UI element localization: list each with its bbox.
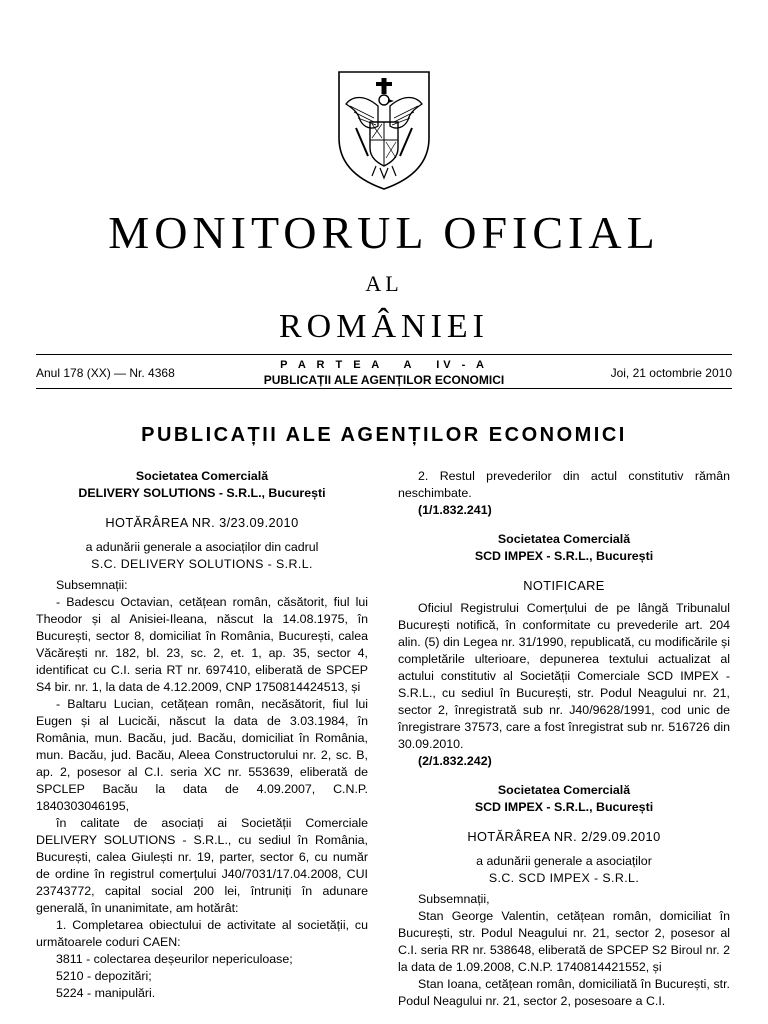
paragraph: Subsemnații, xyxy=(418,892,490,906)
company-name-line2: SCD IMPEX - S.R.L., București xyxy=(474,549,654,563)
assembly-line1: a adunării generale a asociaților xyxy=(476,854,652,868)
issue-number: Anul 178 (XX) — Nr. 4368 xyxy=(36,366,175,380)
caen-item: 3811 - colectarea deșeurilor nepericuloase; xyxy=(56,952,293,966)
part-label: P A R T E A A IV - A xyxy=(280,359,488,371)
company-name-line1: Societatea Comercială xyxy=(497,532,631,546)
notice-text: Oficiul Registrului Comerțului de pe lângă Tribunalul București notifică, în conformitate cu prevederile art. 204 alin. (5) din Legea nr. 31/1990, republicată, cu modificările și completările ulterioare, depunerea textului actualizat al actului constitutiv al Societății Comerciale SCD IMPEX - S.R.L., cu sediul în București, str. Podul Neagului nr. 21, sector 2, înregistrată sub nr. J40/9628/1991, cod unic de înregistrare 37573, care a fost înregistrat sub nr. 516726 din 30.09.2010. xyxy=(398,601,730,751)
company-name-line1: Societatea Comercială xyxy=(135,469,269,483)
masthead-al: AL xyxy=(365,271,403,296)
company-name-line2: DELIVERY SOLUTIONS - S.R.L., București xyxy=(78,486,326,500)
assembly-line2: S.C. DELIVERY SOLUTIONS - S.R.L. xyxy=(91,557,313,571)
notice-title: NOTIFICARE xyxy=(523,578,605,593)
decision-title: HOTĂRÂREA NR. 3/23.09.2010 xyxy=(105,515,299,530)
right-column xyxy=(398,468,730,1010)
reference-number: (1/1.832.241) xyxy=(418,503,492,517)
section-heading: PUBLICAȚII ALE AGENȚILOR ECONOMICI xyxy=(141,424,627,446)
masthead-title: MONITORUL OFICIAL xyxy=(108,207,660,258)
paragraph: 1. Completarea obiectului de activitate al societății, cu următoarele coduri CAEN: xyxy=(36,918,368,949)
company-name-line2: SCD IMPEX - S.R.L., București xyxy=(474,800,654,814)
company-name-line1: Societatea Comercială xyxy=(497,783,631,797)
masthead-country: ROMÂNIEI xyxy=(279,308,489,345)
caen-item: 5224 - manipulări. xyxy=(56,986,156,1000)
part-block xyxy=(200,358,568,388)
paragraph: în calitate de asociați ai Societății Comerciale DELIVERY SOLUTIONS - S.R.L., cu sediul în România, București, calea Giulești nr. 19, parter, sector 6, cu număr de ordine în registrul comerțului J40/7031/17.04.2008, CUI 23743772, capital social 200 lei, întruniți în adunare generală, în unanimitate, am hotărât: xyxy=(36,816,368,915)
romanian-coat-of-arms-icon xyxy=(334,68,434,192)
closing-paragraph: 2. Restul prevederilor din actul constitutiv rămân neschimbate. xyxy=(398,469,730,500)
paragraph: - Badescu Octavian, cetățean român, căsătorit, fiul lui Theodor și al Anisiei-Ileana, născut la 14.08.1975, în București, sector 8, domiciliat în România, București, calea Văcărești nr. 182, bl. 23, sc. 2, et. 1, ap. 35, sector 4, identificat cu C.I. seria RT nr. 697410, eliberată de SPCEP S4 bir. nr. 1, la data de 4.12.2009, CNP 1750814424513, și xyxy=(36,595,368,694)
header-rule-top xyxy=(36,354,732,355)
header-rule-bottom xyxy=(36,388,732,389)
assembly-line2: S.C. SCD IMPEX - S.R.L. xyxy=(488,871,640,885)
paragraph: Stan Ioana, cetățean român, domiciliată în București, str. Podul Neagului nr. 21, sector 2, posesoare a C.I. xyxy=(398,977,730,1008)
left-column xyxy=(36,468,368,1002)
issue-date: Joi, 21 octombrie 2010 xyxy=(610,366,732,380)
paragraph: Subsemnații: xyxy=(56,578,128,592)
paragraph: Stan George Valentin, cetățean român, domiciliat în București, str. Podul Neagului nr. 21, sector 2, posesor al C.I. seria RR nr. 538648, eliberată de SPCEP S2 Biroul nr. 2 la data de 1.09.2008, C.N.P. 1740814421552, și xyxy=(398,909,730,974)
reference-number: (2/1.832.242) xyxy=(418,754,492,768)
assembly-line1: a adunării generale a asociaților din cadrul xyxy=(85,540,319,554)
caen-item: 5210 - depozitări; xyxy=(56,969,152,983)
part-subtitle: PUBLICAȚII ALE AGENȚILOR ECONOMICI xyxy=(263,373,505,387)
paragraph: - Baltaru Lucian, cetățean român, necăsătorit, fiul lui Eugen și al Lucicăi, născut la data de 3.03.1984, în România, mun. Bacău, jud. Bacău, domiciliat în România, mun. Bacău, jud. Bacău, Aleea Constructorului nr. 2, sc. B, ap. 2, posesor al C.I. seria XC nr. 553639, eliberată de SPCLEP Bacău la data de 4.09.2007, C.N.P. 1840303046195, xyxy=(36,697,368,813)
decision-title: HOTĂRÂREA NR. 2/29.09.2010 xyxy=(467,829,661,844)
